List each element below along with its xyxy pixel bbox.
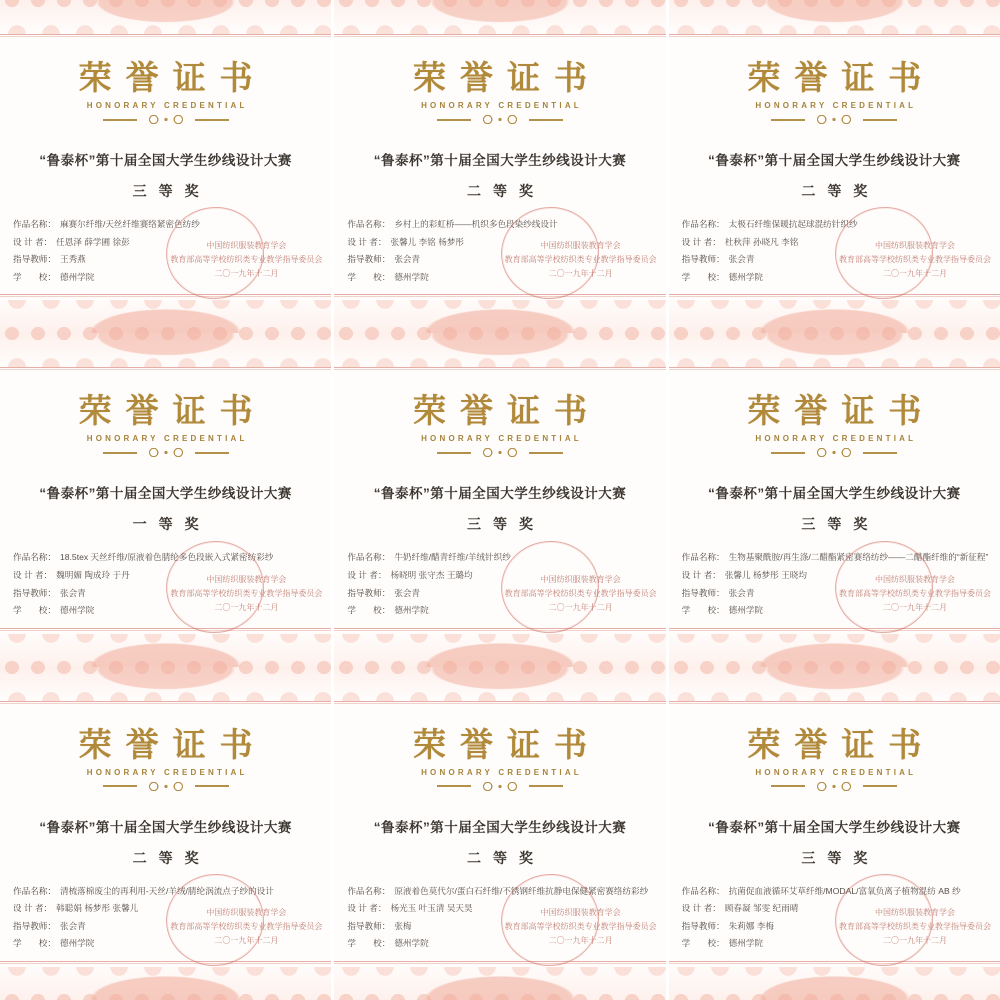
advisor-value: 张会青 <box>59 587 86 598</box>
school-value: 德州学院 <box>394 271 429 282</box>
award-level: 二等奖 <box>466 849 545 866</box>
flourish-ornament-icon <box>812 115 856 124</box>
advisor-label: 指导教师： <box>681 920 725 931</box>
stamp-org-2: 教育部高等学校纺织类专业教学指导委员会 <box>839 922 991 931</box>
official-stamp <box>505 573 657 615</box>
advisor-label: 指导教师： <box>347 920 391 931</box>
certificate <box>334 0 665 333</box>
competition-name: “鲁泰杯”第十届全国大学生纱线设计大赛 <box>39 486 292 502</box>
certificate <box>669 333 1000 666</box>
work-name-label: 作品名称： <box>681 885 725 896</box>
advisor-value: 朱莉娜 李梅 <box>728 920 774 931</box>
guilloche-border-top <box>0 667 331 709</box>
flourish-dash-right <box>195 785 229 787</box>
advisor-value: 张会青 <box>728 254 755 265</box>
designer-label: 设 计 者： <box>13 236 53 247</box>
stamp-org-2: 教育部高等学校纺织类专业教学指导委员会 <box>504 588 657 598</box>
advisor-value: 张会青 <box>394 254 421 265</box>
stamp-org-2: 教育部高等学校纺织类专业教学指导委员会 <box>170 588 323 598</box>
designer-value: 杨光玉 叶玉清 吴天昊 <box>390 903 473 914</box>
award-level: 二等奖 <box>132 849 211 866</box>
certificate-subtitle: HONORARY CREDENTIAL <box>755 767 917 777</box>
guilloche-border-bottom <box>334 620 665 667</box>
award-level: 二等奖 <box>801 183 880 199</box>
guilloche-border-bottom <box>0 286 331 333</box>
competition-name: “鲁泰杯”第十届全国大学生纱线设计大赛 <box>373 153 627 168</box>
flourish-ornament-icon <box>144 115 188 124</box>
competition-name: “鲁泰杯”第十届全国大学生纱线设计大赛 <box>39 819 292 835</box>
designer-label: 设 计 者： <box>681 569 721 580</box>
award-level: 一等奖 <box>132 516 211 533</box>
flourish-divider <box>771 448 897 457</box>
work-name-label: 作品名称： <box>347 219 391 229</box>
guilloche-border-top <box>0 333 331 375</box>
school-value: 德州学院 <box>728 938 764 949</box>
work-name-line <box>682 216 987 234</box>
work-name-value: 麻赛尔纤维/天丝纤维赛络紧密色纺纱 <box>59 219 200 229</box>
designer-value: 顾春凝 邹雯 纪雨晴 <box>724 903 799 914</box>
work-name-value: 乡村上的彩虹桥——机织多色段染纱线设计 <box>394 219 558 229</box>
advisor-value: 王秀燕 <box>59 254 86 265</box>
flourish-ornament-icon <box>478 115 522 124</box>
designer-value: 杨晓明 张守杰 王璐均 <box>390 569 473 580</box>
guilloche-border-top <box>334 0 665 42</box>
school-label: 学 校： <box>681 271 725 282</box>
stamp-org-1: 中国纺织服装教育学会 <box>540 574 621 584</box>
flourish-dash-right <box>529 452 563 454</box>
school-value: 德州学院 <box>728 605 764 616</box>
flourish-dash-left <box>771 452 805 454</box>
stamp-org-1: 中国纺织服装教育学会 <box>540 241 621 251</box>
award-level: 三等奖 <box>132 183 211 199</box>
certificate <box>334 667 665 1000</box>
flourish-dash-right <box>863 785 897 787</box>
guilloche-border-bottom <box>334 286 665 333</box>
certificate-title: 荣誉证书 <box>78 61 267 97</box>
work-name-label: 作品名称： <box>681 552 725 563</box>
certificate-title: 荣誉证书 <box>747 61 936 97</box>
stamp-org-1: 中国纺织服装教育学会 <box>206 241 287 251</box>
award-level: 三等奖 <box>801 516 880 533</box>
flourish-ornament-icon <box>478 782 522 791</box>
stamp-org-2: 教育部高等学校纺织类专业教学指导委员会 <box>839 255 991 265</box>
work-name-line <box>682 883 987 901</box>
stamp-org-2: 教育部高等学校纺织类专业教学指导委员会 <box>504 255 657 265</box>
school-label: 学 校： <box>347 938 391 949</box>
work-name-line <box>13 883 318 901</box>
school-label: 学 校： <box>13 271 56 282</box>
flourish-dash-left <box>103 452 137 454</box>
guilloche-border-top <box>334 333 665 375</box>
guilloche-border-top <box>334 667 665 709</box>
official-stamp <box>170 239 322 281</box>
stamp-org-2: 教育部高等学校纺织类专业教学指导委员会 <box>170 255 323 265</box>
award-level: 三等奖 <box>466 516 545 533</box>
certificate-subtitle: HONORARY CREDENTIAL <box>755 101 917 110</box>
advisor-value: 张会青 <box>394 587 421 598</box>
certificate-subtitle: HONORARY CREDENTIAL <box>421 434 582 444</box>
work-name-value: 原液着色莫代尔/蛋白石纤维/不锈钢纤维抗静电保健紧密赛络纺彩纱 <box>394 885 649 896</box>
certificate-title: 荣誉证书 <box>412 394 601 431</box>
work-name-value: 清梳落棉废尘的再利用-天丝/羊绒/腈纶涡流点子纱的设计 <box>59 885 274 896</box>
work-name-line <box>682 549 987 567</box>
flourish-divider <box>437 115 563 124</box>
guilloche-border-bottom <box>334 953 665 1000</box>
certificate-subtitle: HONORARY CREDENTIAL <box>421 767 582 777</box>
work-name-value: 18.5tex 天丝纤维/原液着色腈纶多色段嵌入式紧密纺彩纱 <box>59 552 274 563</box>
official-stamp <box>170 573 322 615</box>
certificate-subtitle: HONORARY CREDENTIAL <box>421 101 582 110</box>
work-name-label: 作品名称： <box>347 552 391 563</box>
certificate-title: 荣誉证书 <box>412 61 601 97</box>
flourish-divider <box>103 782 229 791</box>
flourish-dash-left <box>771 119 805 121</box>
work-name-value: 太极石纤维保暖抗起球混纺针织纱 <box>728 219 858 229</box>
stamp-org-1: 中国纺织服装教育学会 <box>875 241 955 251</box>
stamp-date: 二〇一九年十二月 <box>214 269 279 279</box>
advisor-label: 指导教师： <box>681 254 725 265</box>
work-name-label: 作品名称： <box>13 885 56 896</box>
flourish-ornament-icon <box>144 782 188 791</box>
work-name-value: 抗菌促血液循环艾草纤维/MODAL/富氧负离子植物混纺 AB 纱 <box>728 885 961 896</box>
work-name-line <box>347 883 652 901</box>
designer-value: 张馨儿 李铭 杨梦彤 <box>390 236 465 247</box>
flourish-dash-left <box>103 785 137 787</box>
flourish-dash-left <box>437 785 471 787</box>
stamp-org-1: 中国纺织服装教育学会 <box>206 574 287 584</box>
flourish-dash-left <box>103 119 137 121</box>
work-name-line <box>347 216 652 234</box>
guilloche-border-bottom <box>669 286 1000 333</box>
certificate-title: 荣誉证书 <box>78 394 267 431</box>
certificate-title: 荣誉证书 <box>747 727 936 764</box>
advisor-label: 指导教师： <box>347 587 391 598</box>
certificate <box>669 667 1000 1000</box>
advisor-label: 指导教师： <box>13 254 56 265</box>
work-name-line <box>13 549 318 567</box>
advisor-label: 指导教师： <box>347 254 391 265</box>
school-value: 德州学院 <box>394 938 429 949</box>
flourish-divider <box>771 782 897 791</box>
guilloche-border-top <box>669 0 1000 42</box>
work-name-value: 牛奶纤维/醋青纤维/羊绒针织纱 <box>394 552 511 563</box>
competition-name: “鲁泰杯”第十届全国大学生纱线设计大赛 <box>708 153 961 168</box>
advisor-label: 指导教师： <box>13 587 56 598</box>
stamp-org-1: 中国纺织服装教育学会 <box>875 574 955 584</box>
official-stamp <box>839 573 991 615</box>
stamp-date: 二〇一九年十二月 <box>214 602 279 612</box>
stamp-org-1: 中国纺织服装教育学会 <box>206 908 287 917</box>
work-name-label: 作品名称： <box>13 219 56 229</box>
competition-name: “鲁泰杯”第十届全国大学生纱线设计大赛 <box>708 486 961 502</box>
guilloche-border-bottom <box>0 620 331 667</box>
certificate <box>669 0 1000 333</box>
work-name-value: 生物基聚酰胺/再生涤/二醋酯紧密赛络纺纱——二醋酯纤维的“新征程” <box>728 552 989 563</box>
stamp-org-2: 教育部高等学校纺织类专业教学指导委员会 <box>170 922 323 931</box>
official-stamp <box>839 906 991 948</box>
advisor-value: 张会青 <box>728 587 755 598</box>
certificate-subtitle: HONORARY CREDENTIAL <box>86 434 248 444</box>
advisor-value: 张梅 <box>394 920 412 931</box>
stamp-date: 二〇一九年十二月 <box>883 269 947 279</box>
designer-value: 任恩泽 薛学圃 徐彭 <box>56 236 130 247</box>
flourish-dash-left <box>437 452 471 454</box>
stamp-org-2: 教育部高等学校纺织类专业教学指导委员会 <box>839 588 991 598</box>
designer-value: 魏明媚 陶成玲 于丹 <box>56 569 130 580</box>
designer-label: 设 计 者： <box>347 569 387 580</box>
flourish-divider <box>103 115 229 124</box>
official-stamp <box>170 906 322 948</box>
school-label: 学 校： <box>347 605 391 616</box>
flourish-ornament-icon <box>812 448 856 457</box>
stamp-org-2: 教育部高等学校纺织类专业教学指导委员会 <box>504 922 657 931</box>
flourish-dash-right <box>863 452 897 454</box>
certificate <box>0 333 331 666</box>
flourish-dash-right <box>863 119 897 121</box>
designer-label: 设 计 者： <box>13 903 53 914</box>
flourish-dash-left <box>437 119 471 121</box>
stamp-date: 二〇一九年十二月 <box>883 936 947 945</box>
flourish-ornament-icon <box>478 448 522 457</box>
flourish-divider <box>437 782 563 791</box>
competition-name: “鲁泰杯”第十届全国大学生纱线设计大赛 <box>39 153 292 168</box>
stamp-date: 二〇一九年十二月 <box>548 602 613 612</box>
certificate <box>334 333 665 666</box>
flourish-dash-right <box>195 452 229 454</box>
school-value: 德州学院 <box>394 605 429 616</box>
competition-name: “鲁泰杯”第十届全国大学生纱线设计大赛 <box>373 486 627 502</box>
flourish-dash-right <box>529 785 563 787</box>
flourish-dash-left <box>771 785 805 787</box>
advisor-value: 张会青 <box>59 920 86 931</box>
advisor-label: 指导教师： <box>681 587 725 598</box>
designer-label: 设 计 者： <box>347 236 387 247</box>
flourish-divider <box>437 448 563 457</box>
designer-value: 杜秋萍 孙晓凡 李铭 <box>724 236 799 247</box>
certificate <box>0 667 331 1000</box>
flourish-divider <box>103 448 229 457</box>
school-value: 德州学院 <box>59 271 95 282</box>
designer-label: 设 计 者： <box>13 569 53 580</box>
flourish-dash-right <box>195 119 229 121</box>
stamp-date: 二〇一九年十二月 <box>548 936 613 945</box>
designer-label: 设 计 者： <box>347 903 387 914</box>
school-label: 学 校： <box>13 605 56 616</box>
competition-name: “鲁泰杯”第十届全国大学生纱线设计大赛 <box>373 819 627 835</box>
stamp-date: 二〇一九年十二月 <box>548 269 613 279</box>
school-label: 学 校： <box>681 605 725 616</box>
certificate-title: 荣誉证书 <box>412 727 601 764</box>
flourish-ornament-icon <box>812 782 856 791</box>
designer-label: 设 计 者： <box>681 903 721 914</box>
flourish-ornament-icon <box>144 448 188 457</box>
designer-value: 张馨儿 杨梦彤 王晓均 <box>724 569 807 580</box>
guilloche-border-top <box>669 333 1000 375</box>
school-value: 德州学院 <box>59 938 95 949</box>
school-label: 学 校： <box>681 938 725 949</box>
award-level: 二等奖 <box>466 183 545 199</box>
work-name-line <box>13 216 318 234</box>
official-stamp <box>505 906 657 948</box>
competition-name: “鲁泰杯”第十届全国大学生纱线设计大赛 <box>708 819 961 835</box>
flourish-dash-right <box>529 119 563 121</box>
designer-label: 设 计 者： <box>681 236 721 247</box>
stamp-date: 二〇一九年十二月 <box>214 936 279 945</box>
work-name-line <box>347 549 652 567</box>
certificate-subtitle: HONORARY CREDENTIAL <box>86 101 248 110</box>
advisor-label: 指导教师： <box>13 920 56 931</box>
certificate-title: 荣誉证书 <box>78 727 267 764</box>
guilloche-border-bottom <box>0 953 331 1000</box>
stamp-org-1: 中国纺织服装教育学会 <box>875 908 955 917</box>
work-name-label: 作品名称： <box>13 552 56 563</box>
work-name-label: 作品名称： <box>347 885 391 896</box>
flourish-divider <box>771 115 897 124</box>
guilloche-border-bottom <box>669 620 1000 667</box>
school-label: 学 校： <box>347 271 391 282</box>
designer-value: 韩聪娟 杨梦彤 张馨儿 <box>56 903 139 914</box>
certificate-title: 荣誉证书 <box>747 394 936 431</box>
work-name-label: 作品名称： <box>681 219 725 229</box>
stamp-date: 二〇一九年十二月 <box>883 602 947 612</box>
guilloche-border-top <box>669 667 1000 709</box>
school-value: 德州学院 <box>59 605 95 616</box>
certificate-subtitle: HONORARY CREDENTIAL <box>86 767 248 777</box>
certificate-subtitle: HONORARY CREDENTIAL <box>755 434 917 444</box>
guilloche-border-top <box>0 0 331 42</box>
school-value: 德州学院 <box>728 271 764 282</box>
stamp-org-1: 中国纺织服装教育学会 <box>540 908 621 917</box>
guilloche-border-bottom <box>669 953 1000 1000</box>
certificate <box>0 0 331 333</box>
school-label: 学 校： <box>13 938 56 949</box>
official-stamp <box>505 239 657 281</box>
award-level: 三等奖 <box>801 849 880 866</box>
official-stamp <box>839 239 991 281</box>
